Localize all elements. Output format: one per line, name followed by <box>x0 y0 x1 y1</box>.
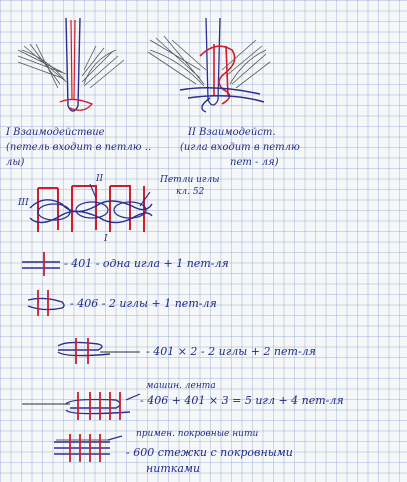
stitch-symbol-401 <box>22 252 60 276</box>
stitch-formula-401: - 401 - одна игла + 1 пет-ля <box>64 257 229 270</box>
interaction-label-2-sub: (игла входит в петлю <box>180 142 300 153</box>
stitch-formula-401x2: - 401 × 2 - 2 иглы + 2 пет-ля <box>146 345 316 358</box>
stitch-symbol-406-401x3 <box>22 392 140 420</box>
stitch-caption-pokrov: примен. покровные нити <box>136 429 259 439</box>
needle-sketch-2 <box>148 18 270 112</box>
stitch-formula-406: - 406 - 2 иглы + 1 пет-ля <box>70 297 217 310</box>
loop-roman-1: I <box>104 234 108 244</box>
stitch-formula-600: - 600 стежки с покровными <box>126 446 293 459</box>
interaction-label-1-sub: (петель входит в петлю .. <box>6 142 152 153</box>
stitch-formula-406-401x3: - 406 + 401 × 3 = 5 игл + 4 пет-ля <box>140 394 344 407</box>
interaction-label-1: I Взаимодействие <box>6 127 105 138</box>
interaction-label-1-sub2: лы) <box>6 157 25 168</box>
needle-sketch-1 <box>18 18 124 111</box>
loop-roman-3: III <box>18 198 29 208</box>
loop-chain-diagram <box>30 184 152 232</box>
interaction-label-2: II Взаимодейст. <box>188 127 276 138</box>
loop-roman-2: II <box>96 174 104 184</box>
stitch-caption-lenta: машин. лента <box>146 381 216 391</box>
stitch-symbol-600 <box>54 434 122 462</box>
loop-caption-1: Петли иглы <box>160 175 220 185</box>
loop-caption-2: кл. 52 <box>176 187 205 197</box>
interaction-label-2-sub2: пет - ля) <box>230 157 279 168</box>
stitch-formula-600-cont: нитками <box>146 462 201 475</box>
stitch-symbol-401x2 <box>58 338 140 364</box>
stitch-symbol-406 <box>28 290 64 316</box>
